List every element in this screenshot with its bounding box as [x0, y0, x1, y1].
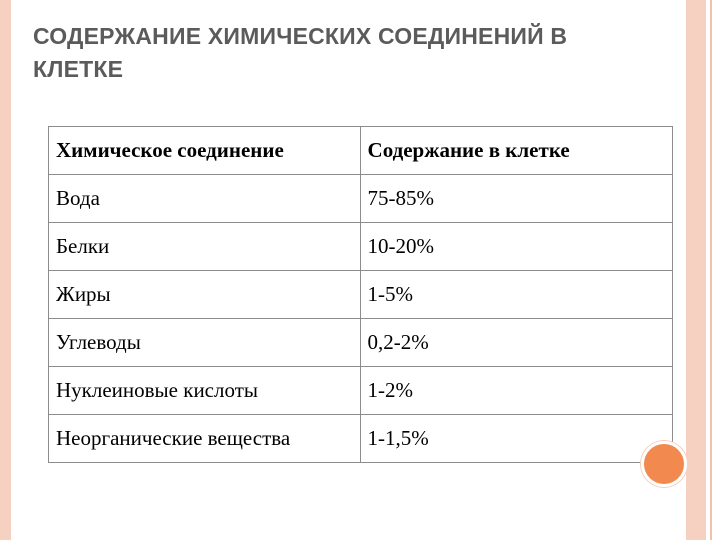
- table-row: [49, 319, 673, 367]
- table-row: [49, 175, 673, 223]
- compound-cell: Неорганические вещества: [49, 415, 361, 463]
- right-decorative-stripe: [686, 0, 706, 540]
- decorative-circle: [641, 441, 687, 487]
- content-cell: 1-5%: [360, 271, 672, 319]
- slide-title: СОДЕРЖАНИЕ ХИМИЧЕСКИХ СОЕДИНЕНИЙ В КЛЕТКЕ: [33, 23, 568, 82]
- right-decorative-line: [710, 0, 712, 540]
- compound-cell: Вода: [49, 175, 361, 223]
- table-header-row: [49, 127, 673, 175]
- left-decorative-stripe: [0, 0, 11, 540]
- content-cell: 10-20%: [360, 223, 672, 271]
- compounds-table: [48, 126, 673, 463]
- content-cell: 75-85%: [360, 175, 672, 223]
- compound-cell: Нуклеиновые кислоты: [49, 367, 361, 415]
- table-row: [49, 367, 673, 415]
- compound-cell: Углеводы: [49, 319, 361, 367]
- content-cell: 1-2%: [360, 367, 672, 415]
- header-content: Содержание в клетке: [360, 127, 672, 175]
- content-cell: 1-1,5%: [360, 415, 672, 463]
- table-row: [49, 271, 673, 319]
- table-row: [49, 415, 673, 463]
- compound-cell: Жиры: [49, 271, 361, 319]
- table-row: [49, 223, 673, 271]
- compound-cell: Белки: [49, 223, 361, 271]
- header-compound: Химическое соединение: [49, 127, 361, 175]
- content-cell: 0,2-2%: [360, 319, 672, 367]
